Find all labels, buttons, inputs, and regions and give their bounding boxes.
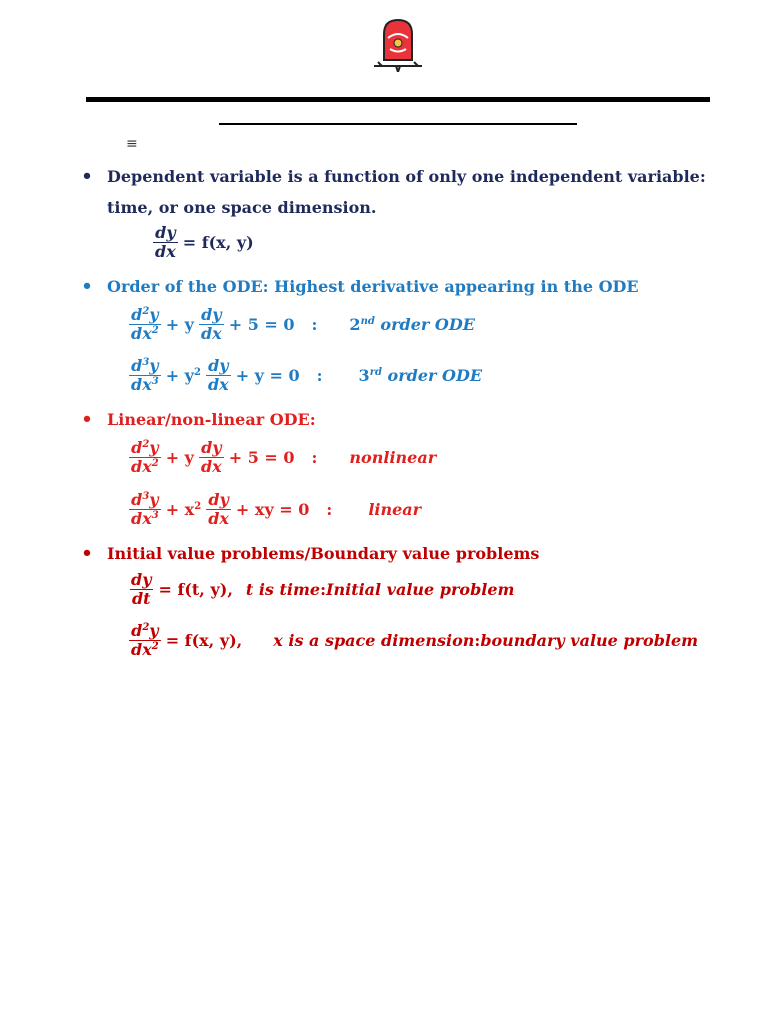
equation-second-order: $\frac{d^2y}{dx^2}$ + y $\frac{dy}{dx}$ + 5 = 0 : 2nd order ODE (131, 305, 475, 344)
equation-first-order (151, 224, 257, 262)
bullet-dot: • (81, 543, 93, 564)
bullet-ivp-bvp (80, 538, 710, 569)
bullet-dependent-variable (80, 161, 710, 223)
fraction: $\frac{d^2y}{dx^2}$ (131, 305, 159, 344)
bullet-linear-nonlinear (80, 404, 710, 435)
bullet-order-of-ode (80, 271, 710, 302)
header-divider-thick (86, 97, 710, 102)
equation-label: t is time:Initial value problem (245, 580, 515, 600)
fraction: $\frac{d^3y}{dx^3}$ (131, 490, 159, 529)
fraction: $\frac{dy}{dx}$ (155, 223, 176, 262)
equation-nonlinear: $\frac{d^2y}{dx^2}$ + y $\frac{dy}{dx}$ + 5 = 0 : nonlinear (131, 438, 437, 477)
equation-initial-value: $\frac{dy}{dt}$ = f(t, y), t is time:Initial value problem (131, 570, 515, 609)
equation-boundary-value: $\frac{d^2y}{dx^2}$ = f(x, y), x is a space dimension:boundary value problem (131, 621, 699, 660)
bullet-text: Dependent variable is a function of only one independent variable: time, or one space dimension. (107, 167, 706, 217)
equation-label: linear (368, 500, 422, 520)
fraction: $\frac{dy}{dx}$ (200, 305, 222, 344)
bullet-text: Order of the ODE: Highest derivative appearing in the ODE (107, 277, 639, 296)
equation-label: 2nd order ODE (349, 315, 475, 335)
fraction: $\frac{dy}{dt}$ (131, 570, 152, 609)
menu-icon: ≡ (126, 136, 138, 152)
equation-label: x is a space dimension:boundary value problem (273, 631, 699, 651)
fraction: $\frac{d^3y}{dx^3}$ (131, 356, 159, 395)
equation-rhs: = f(x, y) (182, 233, 254, 253)
university-crest-icon (370, 16, 426, 72)
fraction: $\frac{dy}{dx}$ (208, 490, 229, 529)
bullet-dot: • (81, 409, 93, 430)
fraction: $\frac{dy}{dx}$ (207, 356, 229, 395)
bullet-text: Linear/non-linear ODE: (107, 410, 316, 429)
fraction: $\frac{dy}{dx}$ (200, 438, 222, 477)
fraction: $\frac{d^2y}{dx^2}$ (131, 621, 159, 660)
bullet-text: Initial value problems/Boundary value problems (107, 544, 540, 563)
bullet-dot: • (81, 166, 93, 187)
bullet-dot: • (81, 276, 93, 297)
equation-linear: $\frac{d^3y}{dx^3}$ + $x^2$ $\frac{dy}{dx}$ + xy = 0 : linear (131, 490, 422, 529)
header-divider-thin (219, 123, 577, 125)
equation-label: nonlinear (349, 448, 437, 468)
fraction: $\frac{d^2y}{dx^2}$ (131, 438, 159, 477)
equation-third-order: $\frac{d^3y}{dx^3}$ + $y^2$ $\frac{dy}{dx}$ + y = 0 : 3rd order ODE (131, 356, 483, 395)
equation-label: 3rd order ODE (358, 366, 483, 386)
